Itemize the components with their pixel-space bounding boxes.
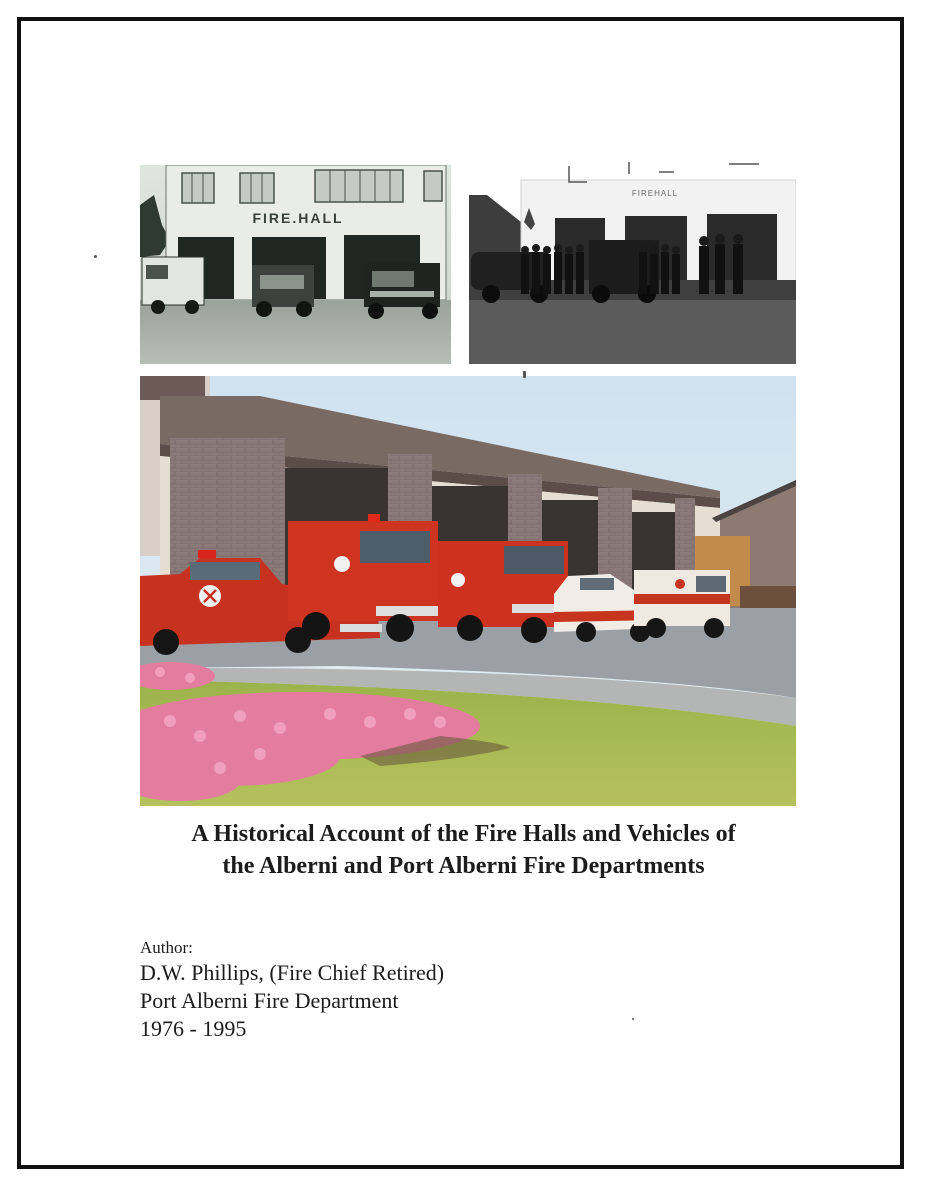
fire-hall-sign: FIRE.HALL [252, 210, 344, 226]
author-department: Port Alberni Fire Department [140, 988, 399, 1013]
title-line-2: the Alberni and Port Alberni Fire Departments [222, 853, 705, 879]
firehall-sign: FIREHALL [631, 189, 679, 198]
title-line-1: A Historical Account of the Fire Halls and Vehicles of [191, 821, 736, 847]
photo-modern-fire-hall [140, 376, 796, 806]
author-label: Author: [140, 938, 193, 957]
photo-old-firehall-crew [469, 160, 796, 364]
author-name: D.W. Phillips, (Fire Chief Retired) [140, 960, 445, 985]
document-title [100, 818, 827, 882]
author-block [140, 937, 444, 1043]
photo-old-fire-hall [140, 165, 451, 364]
scan-speck [94, 255, 97, 258]
author-years: 1976 - 1995 [140, 1016, 247, 1041]
scan-speck [632, 1018, 634, 1020]
scan-speck [523, 371, 526, 378]
